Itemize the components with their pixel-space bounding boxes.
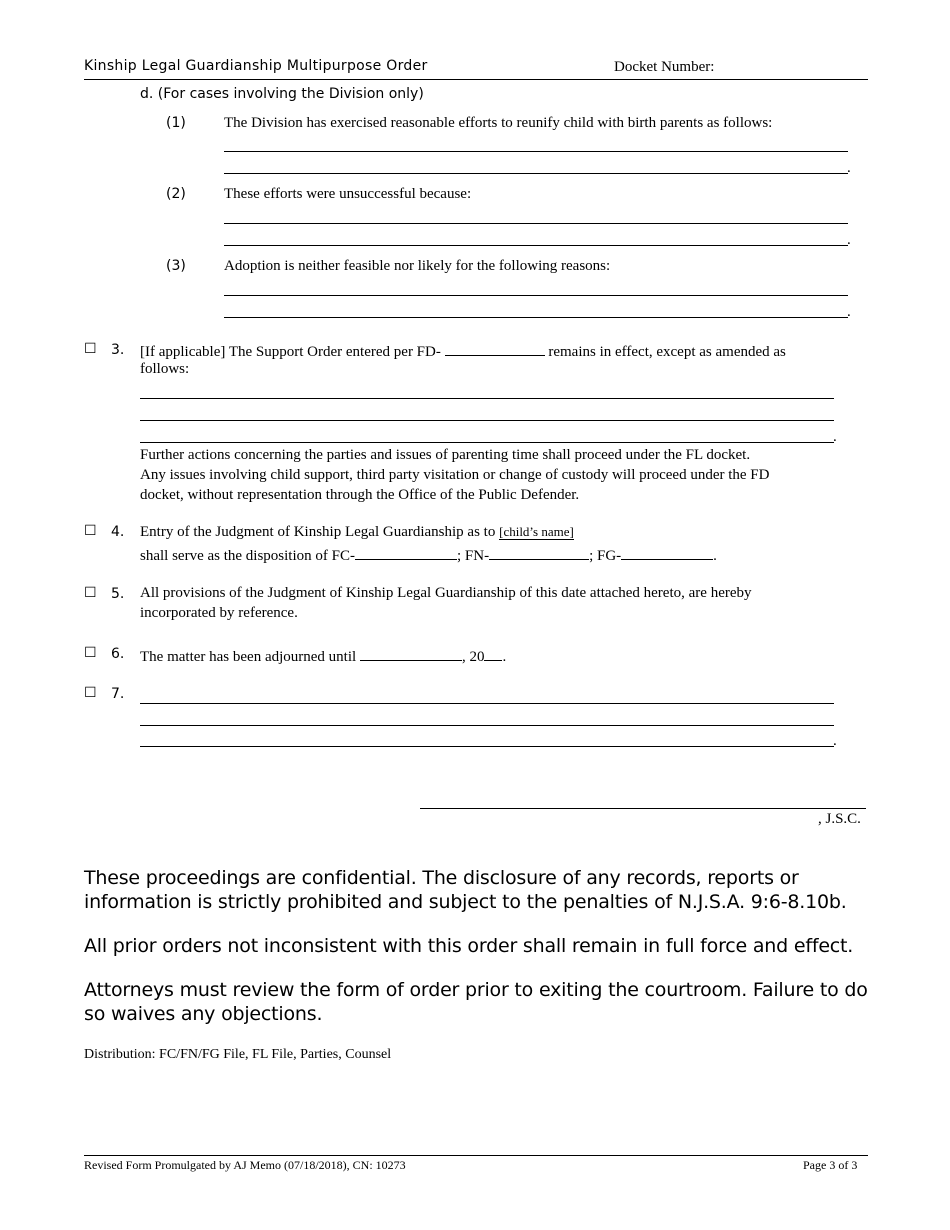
footer-revision: Revised Form Promulgated by AJ Memo (07/18/2018), CN: 10273 bbox=[84, 1158, 406, 1172]
item4-line1 bbox=[140, 524, 574, 541]
item3-period: . bbox=[833, 429, 837, 445]
item6-line bbox=[140, 646, 506, 666]
item-d3-answer-line[interactable] bbox=[224, 295, 848, 296]
fg-label: ; FG- bbox=[589, 548, 622, 564]
item3-answer-line[interactable] bbox=[140, 420, 834, 421]
item3-line2: follows: bbox=[140, 361, 190, 377]
item-d2-period: . bbox=[847, 232, 851, 248]
item-d1-number: (1) bbox=[166, 115, 186, 131]
item-d3-period: . bbox=[847, 304, 851, 320]
item4-text-pre: Entry of the Judgment of Kinship Legal Guardianship as to bbox=[140, 524, 496, 540]
fg-docket-field[interactable] bbox=[621, 545, 713, 560]
item4-line2 bbox=[140, 545, 717, 565]
item4-text-pre2: shall serve as the disposition of FC- bbox=[140, 548, 355, 564]
item3-checkbox[interactable]: ☐ bbox=[84, 341, 97, 357]
item-d2-answer-line[interactable] bbox=[224, 245, 848, 246]
year-prefix: , 20 bbox=[461, 649, 485, 665]
item-d3-text: Adoption is neither feasible nor likely for the following reasons: bbox=[224, 258, 611, 274]
form-title: Kinship Legal Guardianship Multipurpose Order bbox=[84, 58, 428, 74]
item5-number: 5. bbox=[111, 586, 125, 602]
fd-docket-field[interactable] bbox=[445, 341, 545, 356]
item-d1-text: The Division has exercised reasonable efforts to reunify child with birth parents as follows: bbox=[224, 115, 773, 131]
item7-period: . bbox=[833, 733, 837, 749]
attorney-review-notice: Attorneys must review the form of order prior to exiting the courtroom. Failure to do so waives any objections. bbox=[84, 979, 868, 1025]
item5-line2: incorporated by reference. bbox=[140, 605, 298, 621]
item3-line1 bbox=[140, 341, 786, 361]
item7-answer-line[interactable] bbox=[140, 703, 834, 704]
item6-number: 6. bbox=[111, 646, 125, 662]
item-d3-number: (3) bbox=[166, 258, 186, 274]
item4-number: 4. bbox=[111, 524, 125, 540]
item-d2-text: These efforts were unsuccessful because: bbox=[224, 186, 472, 202]
item3-para-line: docket, without representation through the Office of the Public Defender. bbox=[140, 487, 580, 503]
item-d3-answer-line[interactable] bbox=[224, 317, 848, 318]
distribution-text: Distribution: FC/FN/FG File, FL File, Parties, Counsel bbox=[84, 1047, 392, 1062]
fn-label: ; FN- bbox=[456, 548, 490, 564]
item3-text-post: remains in effect, except as amended as bbox=[548, 344, 786, 360]
item4-period: . bbox=[713, 548, 717, 564]
fc-docket-field[interactable] bbox=[355, 545, 457, 560]
fn-docket-field[interactable] bbox=[489, 545, 589, 560]
item3-number: 3. bbox=[111, 342, 125, 358]
confidentiality-notice: These proceedings are confidential. The disclosure of any records, reports or information is strictly prohibited and subject to the penalties of N.J.S.A. 9:6-8.10b. bbox=[84, 867, 847, 913]
footer-rule bbox=[84, 1155, 868, 1156]
docket-number-label: Docket Number: bbox=[614, 59, 715, 75]
adjourn-date-field[interactable] bbox=[360, 646, 462, 661]
item5-checkbox[interactable]: ☐ bbox=[84, 585, 97, 601]
adjourn-year-field[interactable] bbox=[484, 646, 502, 661]
item3-para-line: Any issues involving child support, third party visitation or change of custody will proceed under the FD bbox=[140, 467, 770, 483]
item3-answer-line[interactable] bbox=[140, 442, 834, 443]
item4-checkbox[interactable]: ☐ bbox=[84, 523, 97, 539]
child-name-field[interactable]: [child’s name] bbox=[499, 524, 574, 539]
item6-period: . bbox=[502, 649, 507, 665]
item7-answer-line[interactable] bbox=[140, 725, 834, 726]
item5-line1: All provisions of the Judgment of Kinship Legal Guardianship of this date attached hereto, are hereby bbox=[140, 585, 752, 601]
jsc-label: , J.S.C. bbox=[818, 811, 861, 827]
item-d1-answer-line[interactable] bbox=[224, 173, 848, 174]
page-number: Page 3 of 3 bbox=[803, 1158, 858, 1172]
prior-orders-notice: All prior orders not inconsistent with this order shall remain in full force and effect. bbox=[84, 935, 854, 957]
item-d1-period: . bbox=[847, 160, 851, 176]
item3-para-line: Further actions concerning the parties and issues of parenting time shall proceed under the FL docket. bbox=[140, 447, 751, 463]
item6-text: The matter has been adjourned until bbox=[140, 649, 357, 665]
item6-checkbox[interactable]: ☐ bbox=[84, 645, 97, 661]
section-d-heading: d. (For cases involving the Division only) bbox=[140, 86, 424, 102]
item7-checkbox[interactable]: ☐ bbox=[84, 685, 97, 701]
header-rule bbox=[84, 79, 868, 80]
item7-answer-line[interactable] bbox=[140, 746, 834, 747]
item7-number: 7. bbox=[111, 686, 125, 702]
item3-text-pre: [If applicable] The Support Order entered per FD- bbox=[140, 344, 441, 360]
item3-answer-line[interactable] bbox=[140, 398, 834, 399]
judge-signature-line[interactable] bbox=[420, 808, 866, 809]
item-d2-answer-line[interactable] bbox=[224, 223, 848, 224]
item-d1-answer-line[interactable] bbox=[224, 151, 848, 152]
item-d2-number: (2) bbox=[166, 186, 186, 202]
